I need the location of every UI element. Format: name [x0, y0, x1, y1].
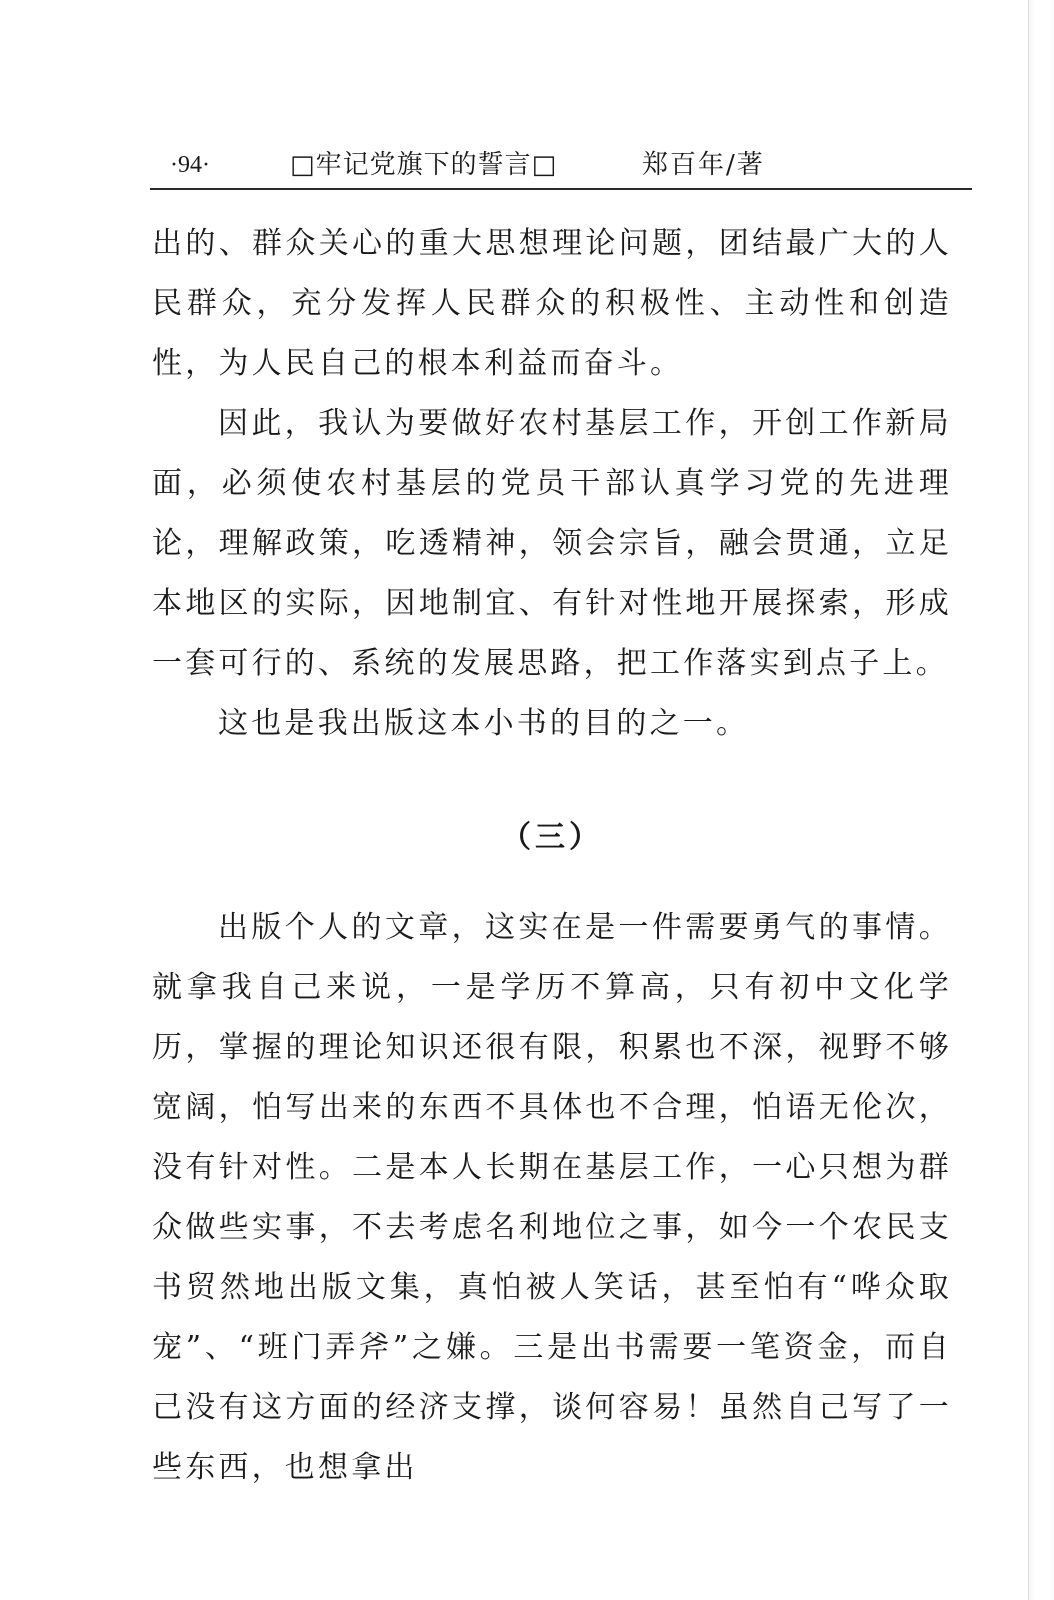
- book-author: 郑百年/著: [642, 150, 765, 180]
- paragraph: 这也是我出版这本小书的目的之一。: [218, 706, 750, 741]
- section-heading: （三）: [501, 820, 603, 855]
- page-number: ·94·: [170, 152, 210, 178]
- paragraph: 出版个人的文章，这实在是一件需要勇气的事情。就拿我自己来说，一是学历不算高，只有初中文化学历，掌握的理论知识还很有限，积累也不深，视野不够宽阔，怕写出来的东西不具体也不合理，怕语无伦次，没有针对性。二是本人长期在基层工作，一心只想为群众做些实事，不去考虑名利地位之事，如今一个农民支书贸然地出版文集，真怕被人笑话，甚至怕有“哗众取宠”、“班门弄斧”之嫌。三是出书需要一笔资金，而自己没有这方面的经济支撑，谈何容易！虽然自己写了一些东西，也想拿出: [152, 910, 952, 1485]
- paragraph-continued: 出的、群众关心的重大思想理论问题，团结最广大的人民群众，充分发挥人民群众的积极性、主动性和创造性，为人民自己的根本利益而奋斗。: [152, 226, 952, 381]
- body-text: [152, 214, 952, 1498]
- book-title: □牢记党旗下的誓言□: [290, 150, 558, 180]
- scan-edge: [1028, 0, 1054, 1600]
- running-header: [152, 146, 970, 188]
- header-rule: [150, 188, 972, 190]
- paragraph: 因此，我认为要做好农村基层工作，开创工作新局面，必须使农村基层的党员干部认真学习党的先进理论，理解政策，吃透精神，领会宗旨，融会贯通，立足本地区的实际，因地制宜、有针对性地开展探索，形成一套可行的、系统的发展思路，把工作落实到点子上。: [152, 406, 952, 681]
